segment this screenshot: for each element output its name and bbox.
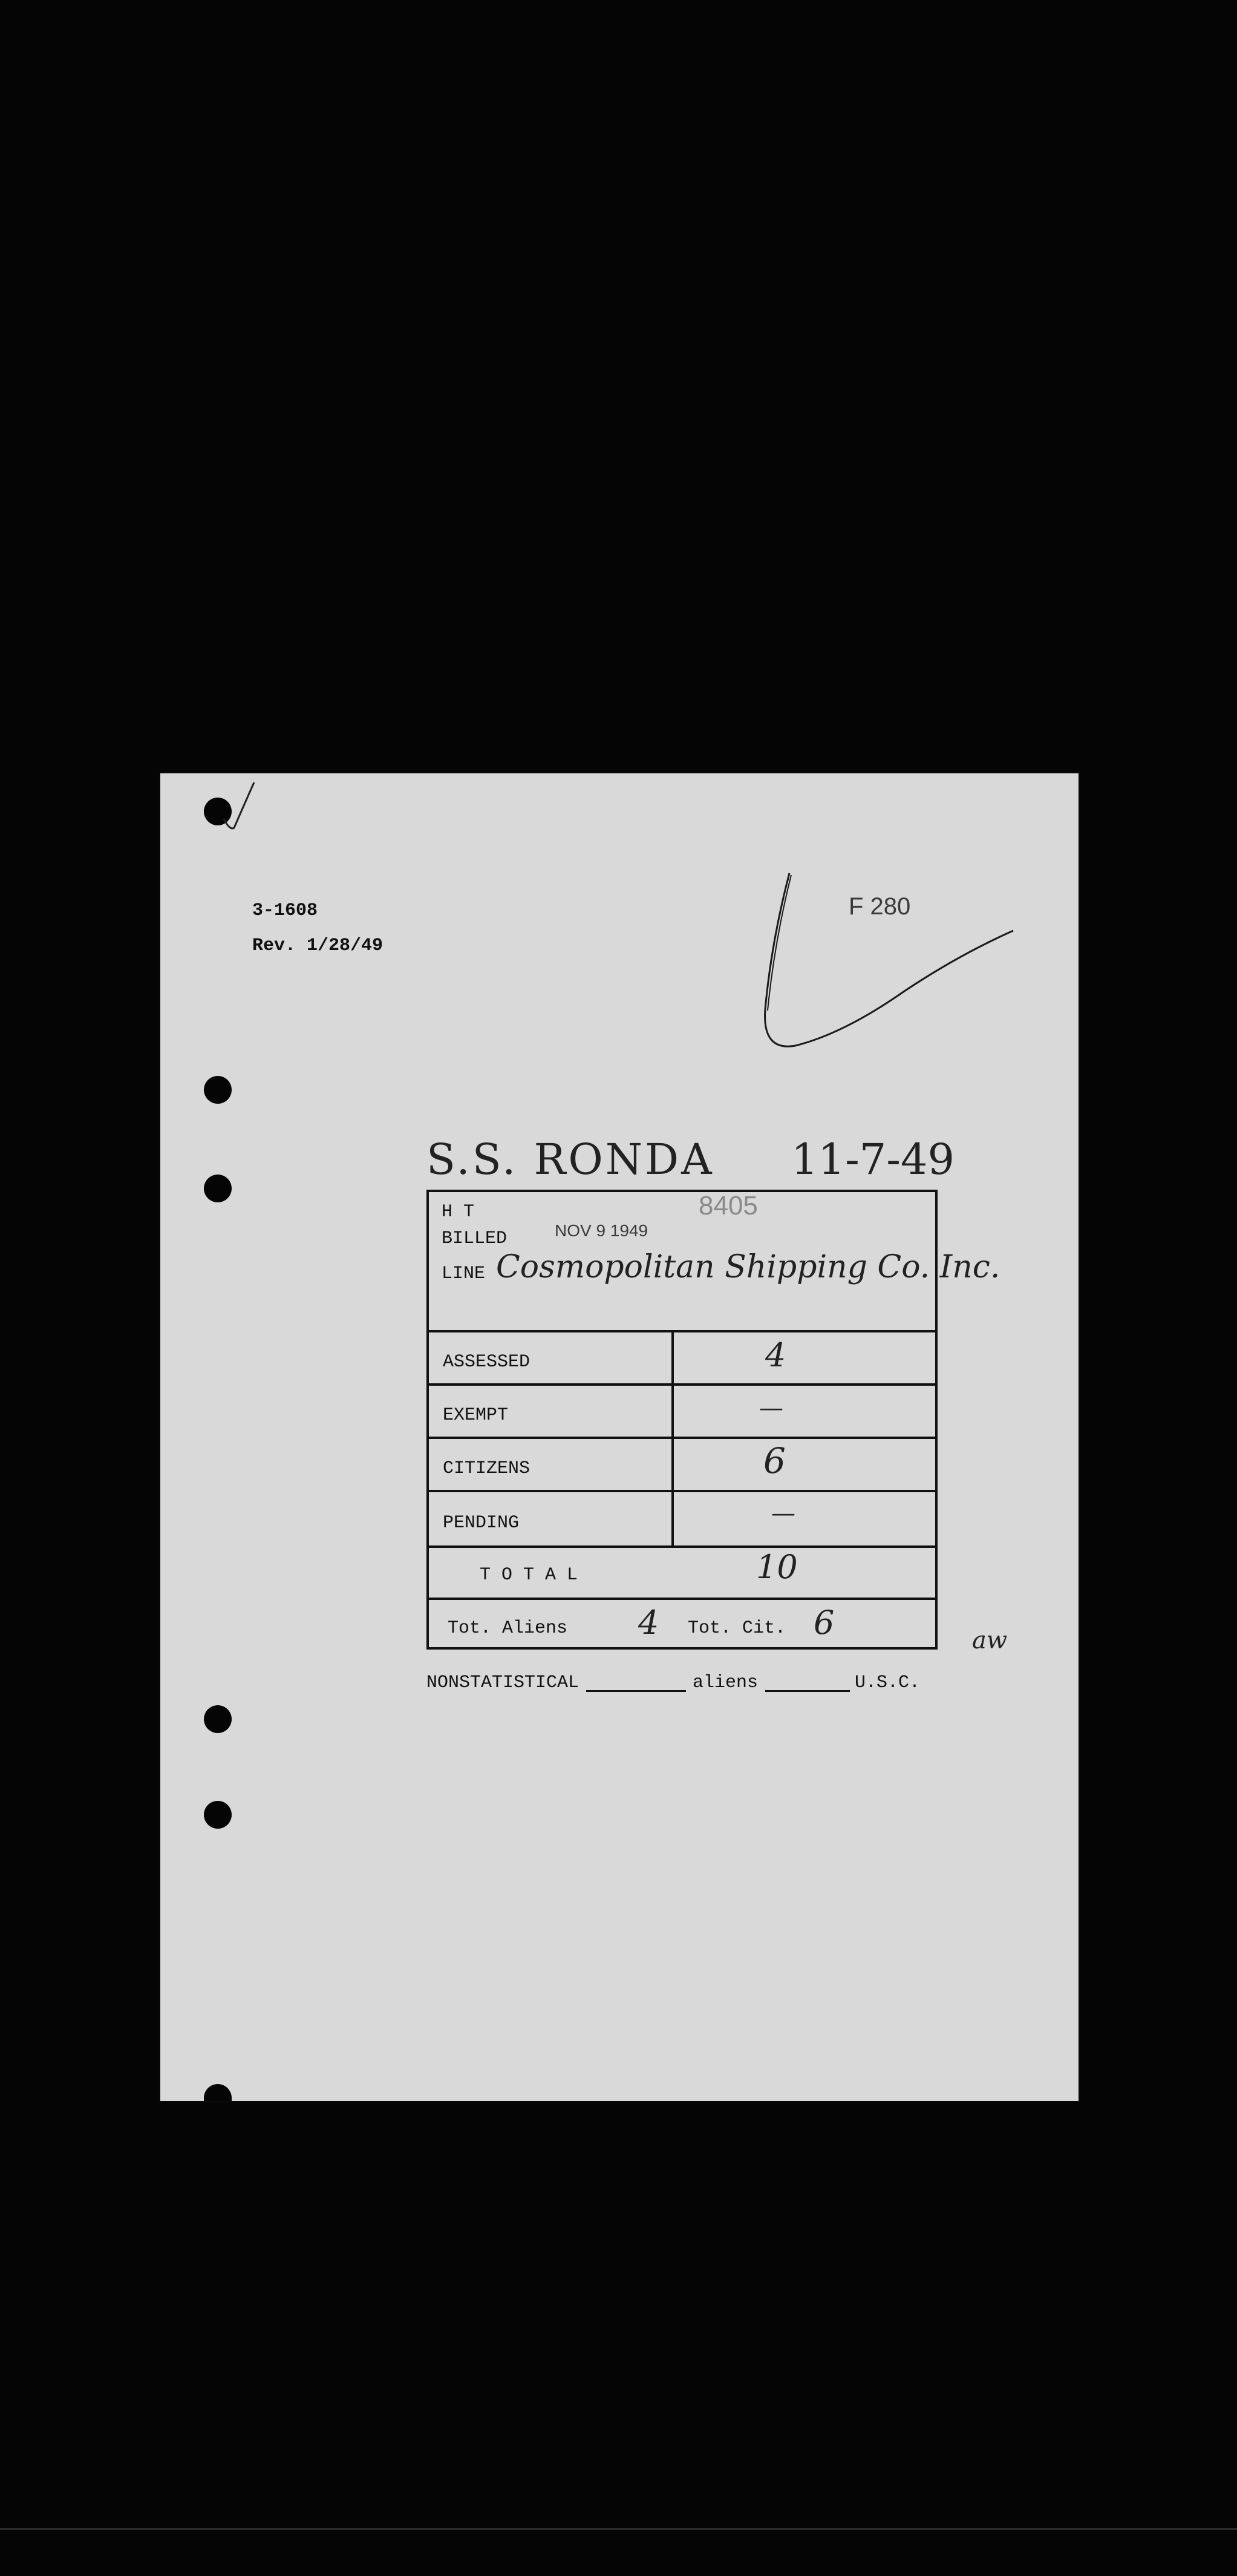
tot-cit-value: 6: [814, 1604, 835, 1642]
total-value: 10: [756, 1548, 798, 1586]
vessel-name: S.S. RONDA: [426, 1135, 714, 1184]
aliens-label: aliens: [693, 1673, 759, 1693]
clerk-initials: aw: [972, 1627, 1008, 1654]
punch-hole: [204, 1705, 232, 1733]
row-value-citizens: 6: [763, 1440, 786, 1481]
row-divider: [426, 1383, 938, 1386]
large-check-mark: [753, 870, 1019, 1070]
row-divider: [426, 1437, 938, 1439]
tot-aliens-label: Tot. Aliens: [448, 1618, 568, 1639]
billed-date-stamp: NOV 9 1949: [555, 1221, 648, 1240]
line-label: LINE: [442, 1263, 486, 1284]
row-divider: [426, 1545, 938, 1548]
scan-edge-line: [0, 2528, 1237, 2530]
row-divider: [426, 1490, 938, 1492]
row-value-exempt: —: [759, 1394, 783, 1422]
row-divider: [426, 1598, 938, 1600]
row-value-assessed: 4: [765, 1336, 786, 1374]
punch-hole: [204, 1801, 232, 1829]
punch-hole: [204, 1076, 232, 1104]
billed-label: BILLED: [442, 1228, 508, 1249]
row-label-citizens: CITIZENS: [443, 1458, 530, 1479]
record-card: [160, 773, 1079, 2101]
tot-cit-label: Tot. Cit.: [688, 1618, 786, 1639]
aliens-blank: [765, 1690, 850, 1692]
ht-label: H T: [442, 1202, 475, 1222]
row-label-pending: PENDING: [443, 1513, 520, 1533]
row-label-exempt: EXEMPT: [443, 1405, 509, 1426]
nonstatistical-blank: [586, 1690, 686, 1692]
form-revision: Rev. 1/28/49: [252, 936, 384, 956]
column-divider: [671, 1330, 674, 1545]
row-label-assessed: ASSESSED: [443, 1352, 530, 1372]
usc-label: U.S.C.: [855, 1673, 921, 1693]
corner-check-mark: [221, 779, 257, 834]
form-number: 3-1608: [252, 900, 318, 921]
row-value-pending: —: [771, 1499, 795, 1527]
arrival-date: 11-7-49: [791, 1135, 955, 1184]
punch-hole: [204, 2084, 232, 2101]
nonstatistical-label: NONSTATISTICAL: [426, 1673, 579, 1693]
total-label: T O T A L: [480, 1565, 578, 1585]
tot-aliens-value: 4: [638, 1604, 659, 1642]
header-divider: [426, 1330, 938, 1332]
punch-hole: [204, 1175, 232, 1202]
file-reference: F 280: [849, 893, 911, 920]
stamp-number: 8405: [699, 1191, 758, 1221]
shipping-line: Cosmopolitan Shipping Co. Inc.: [496, 1249, 1000, 1285]
